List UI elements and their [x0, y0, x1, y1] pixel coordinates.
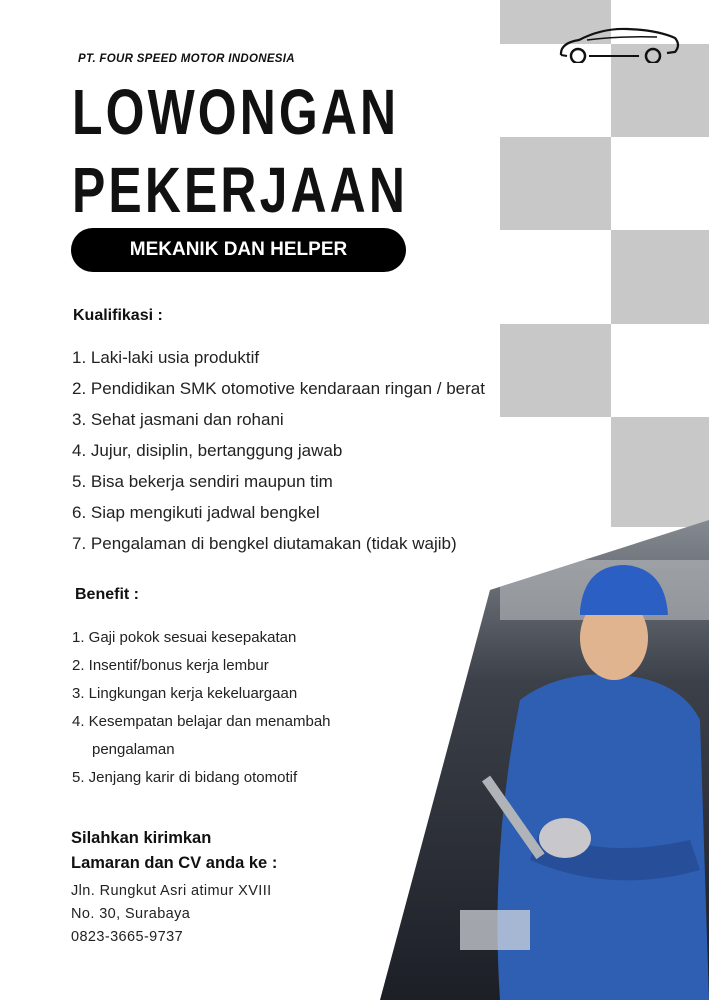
list-item: 2. Insentif/bonus kerja lembur: [72, 657, 269, 674]
contact-line-1: Silahkan kirimkan: [71, 829, 212, 847]
contact-instructions: [71, 826, 277, 876]
benefits-list: [72, 624, 331, 792]
list-item: pengalaman: [92, 741, 175, 758]
list-item: 4. Jujur, disiplin, bertanggung jawab: [72, 441, 343, 460]
list-item: 2. Pendidikan SMK otomotive kendaraan ringan / berat: [72, 379, 485, 398]
address-line-1: Jln. Rungkut Asri atimur XVIII: [71, 883, 272, 899]
list-item: 6. Siap mengikuti jadwal bengkel: [72, 503, 320, 522]
qualifications-heading: Kualifikasi :: [73, 307, 163, 324]
list-item: 1. Gaji pokok sesuai kesepakatan: [72, 629, 297, 646]
contact-line-2: Lamaran dan CV anda ke :: [71, 854, 278, 872]
list-item: 5. Jenjang karir di bidang otomotif: [72, 769, 298, 786]
benefits-heading: Benefit :: [75, 586, 139, 603]
title-line-2: PEKERJAAN: [72, 154, 408, 226]
phone-number: 0823-3665-9737: [71, 929, 184, 945]
address-line-2: No. 30, Surabaya: [71, 906, 191, 922]
position-badge: MEKANIK DAN HELPER: [71, 228, 406, 272]
list-item: 4. Kesempatan belajar dan menambah: [72, 713, 331, 730]
company-name: PT. FOUR SPEED MOTOR INDONESIA: [78, 53, 295, 65]
list-item: 1. Laki-laki usia produktif: [72, 348, 260, 367]
list-item: 5. Bisa bekerja sendiri maupun tim: [72, 472, 333, 491]
contact-address: [71, 880, 272, 949]
title-line-1: LOWONGAN: [72, 76, 400, 148]
list-item: 3. Sehat jasmani dan rohani: [72, 410, 284, 429]
list-item: 3. Lingkungan kerja kekeluargaan: [72, 685, 298, 702]
list-item: 7. Pengalaman di bengkel diutamakan (tidak wajib): [72, 534, 457, 553]
